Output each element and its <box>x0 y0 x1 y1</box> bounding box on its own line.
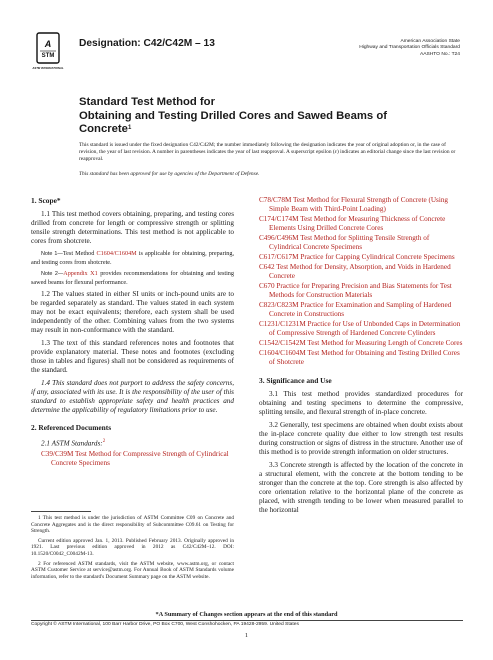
standard-note: This standard is issued under the fixed designation C42/C42M; the number immediately following the designation indicates the year of original adoption or, in the case of revision, the year of last revision. A number in parentheses indicates the year of last reapproval. A superscript epsilon (ε) indicates an editorial change since the last revision or reapproval. <box>79 142 456 162</box>
footer-rule <box>31 620 463 621</box>
para-1-1: 1.1 This test method covers obtaining, preparing, and testing cores drilled from concrete for length or compressive strength or splitting tensile strength determinations. This test method is not applicable to cores from shotcrete. <box>31 210 234 245</box>
title-line-3: Concrete <box>79 123 128 136</box>
para-3-1: 3.1 This test method provides standardized procedures for obtaining and testing specimens to determine the compressive, splitting tensile, and flexural strength of in-place concrete. <box>259 390 463 416</box>
para-1-2: 1.2 The values stated in either SI units or inch-pound units are to be regarded separately as standard. The values stated in each system may not be exact equivalents; therefore, each system shall be used independently of the other. Combining values from the two systems may result in non-conformance with the standard. <box>31 290 234 335</box>
reference-code[interactable]: C1231/C1231M <box>259 320 306 328</box>
reference-title[interactable]: Test Method for Obtaining and Testing Drilled Cores of Shotcrete <box>269 349 460 366</box>
left-column <box>31 196 234 469</box>
reference-item[interactable] <box>259 282 463 300</box>
note-2 <box>31 270 234 286</box>
note-1-post: is applicable for obtaining, preparing, and testing cores from shotcrete. <box>31 250 234 266</box>
reference-title[interactable]: Test Method for Measuring Thickness of Concrete Elements Using Drilled Concrete Cores <box>269 215 446 232</box>
note-1-pre: Test Method <box>62 250 97 257</box>
refs-heading: 2. Referenced Documents <box>31 423 112 433</box>
svg-text:STM: STM <box>41 53 55 59</box>
para-1-3: 1.3 The text of this standard references notes and footnotes that provide explanatory material. These notes and footnotes (excluding those in tables and figures) shall not be considered as requirements of the standard. <box>31 339 234 375</box>
reference-title[interactable]: Test Method for Splitting Tensile Strength of Cylindrical Concrete Specimens <box>269 234 430 251</box>
reference-code[interactable]: C617/C617M <box>259 253 299 261</box>
ref-c39-text[interactable]: Test Method for Compressive Strength of Cylindrical Concrete Specimens <box>51 449 229 467</box>
title-line-2: Obtaining and Testing Drilled Cores and Sawed Beams of <box>79 109 387 122</box>
note-1-link[interactable]: C1604/C1604M <box>96 250 137 257</box>
document-title <box>79 96 419 137</box>
reference-title[interactable]: Practice for Capping Cylindrical Concrete Specimens <box>298 253 455 261</box>
astm-logo <box>34 30 62 74</box>
copyright: Copyright © ASTM International, 100 Barr Harbor Drive, PO Box C700, West Conshohocken, PA 19428-2959. United States <box>31 622 299 627</box>
para-1-4: 1.4 This standard does not purport to address the safety concerns, if any, associated with its use. It is the responsibility of the user of this standard to establish appropriate safety and health practices and determine the applicability of regulatory limitations prior to use. <box>31 379 234 415</box>
note-1 <box>31 250 234 266</box>
reference-item[interactable] <box>259 215 463 233</box>
reference-code[interactable]: C1604/C1604M <box>259 349 306 357</box>
reference-item[interactable] <box>259 234 463 252</box>
title-footnote-mark[interactable]: 1 <box>127 125 132 132</box>
reference-item[interactable] <box>259 263 463 281</box>
designation: Designation: C42/C42M – 13 <box>79 38 215 49</box>
reference-title[interactable]: Test Method for Measuring Length of Concrete Cores <box>305 339 463 347</box>
reference-code[interactable]: C78/C78M <box>259 196 292 204</box>
org-line-3: AASHTO No.: T24 <box>419 51 460 57</box>
summary-of-changes-note: *A Summary of Changes section appears at the end of this standard <box>155 611 338 618</box>
reference-title[interactable]: Practice for Examination and Sampling of Hardened Concrete in Constructions <box>269 301 452 318</box>
reference-list <box>259 196 463 367</box>
note-2-link[interactable]: Appendix X1 <box>63 270 98 278</box>
reference-item[interactable] <box>259 301 463 319</box>
reference-title[interactable]: Test Method for Density, Absorption, and Voids in Hardened Concrete <box>269 263 451 280</box>
reference-code[interactable]: C670 <box>259 282 275 290</box>
reference-item[interactable] <box>259 253 463 262</box>
org-block <box>359 39 460 58</box>
reference-code[interactable]: C496/C496M <box>259 234 299 242</box>
footnote-1: 1 This test method is under the jurisdiction of ASTM Committee C09 on Concrete and Concrete Aggregates and is the direct responsibility of Subcommittee C09.61 on Testing for Strength. <box>31 515 234 535</box>
dod-note: This standard has been approved for use by agencies of the Department of Defense. <box>79 171 260 177</box>
page-number: 1 <box>244 632 249 639</box>
para-3-2: 3.2 Generally, test specimens are obtained when doubt exists about the in-place concrete quality due either to low strength test results during construction or signs of distress in the structure. Another use of this method is to provide strength information on older structures. <box>259 421 463 456</box>
org-line-2: Highway and Transportation Officials Standard <box>359 45 460 51</box>
footnote-1b: Current edition approved Jan. 1, 2013. Published February 2013. Originally approved in 1921. Last previous edition approved in 2012 as C42/C42M–12. DOI: 10.1520/C0042_C0042M-13. <box>31 537 234 557</box>
ref-c39-code[interactable]: C39/C39M <box>41 449 74 458</box>
footnotes <box>31 515 234 583</box>
scope-heading: 1. Scope* <box>31 196 61 205</box>
reference-title[interactable]: Practice for Use of Unbonded Caps in Determination of Compressive Strength of Hardened Concrete Cylinders <box>269 320 461 337</box>
reference-code[interactable]: C823/C823M <box>259 301 299 309</box>
reference-code[interactable]: C642 <box>259 263 275 271</box>
reference-item[interactable] <box>259 339 463 348</box>
reference-item[interactable] <box>259 196 463 214</box>
footnote-2: 2 For referenced ASTM standards, visit the ASTM website, www.astm.org, or contact ASTM Customer Service at service@astm.org. For Annual Book of ASTM Standards volume information, refer to the standard's Document Summary page on the ASTM website. <box>31 560 234 580</box>
para-2-1 <box>31 437 234 448</box>
org-line-1: American Association State <box>400 39 460 44</box>
ref-c39[interactable] <box>31 450 234 468</box>
footnote-rule <box>31 511 91 512</box>
para-2-1-text: 2.1 ASTM Standards: <box>41 439 103 448</box>
significance-heading: 3. Significance and Use <box>259 376 332 385</box>
reference-code[interactable]: C174/C174M <box>259 215 299 223</box>
logo-caption: ASTM INTERNATIONAL <box>32 66 64 70</box>
para-3-3: 3.3 Concrete strength is affected by the location of the concrete in a structural element, with the concrete at the bottom tending to be stronger than the concrete at the top. Core strength is also affected by core orientation relative to the horizontal plane of the concrete as placed, with strength tending to be lower when measured parallel to the horizontal <box>259 461 463 514</box>
reference-title[interactable]: Test Method for Flexural Strength of Concrete (Using Simple Beam with Third-Point Loading) <box>269 196 449 213</box>
footnote-2-mark[interactable]: 2 <box>102 439 106 445</box>
note-2-post: provides recommendations for obtaining and testing sawed beams for flexural performance. <box>31 270 234 286</box>
reference-title[interactable]: Practice for Preparing Precision and Bias Statements for Test Methods for Construction Materials <box>269 282 452 299</box>
reference-item[interactable] <box>259 349 463 367</box>
reference-code[interactable]: C1542/C1542M <box>259 339 306 347</box>
reference-item[interactable] <box>259 320 463 338</box>
svg-text:A: A <box>44 39 52 49</box>
note-2-label: Note 2— <box>41 271 64 278</box>
right-column <box>259 196 463 519</box>
title-line-1: Standard Test Method for <box>79 96 215 108</box>
note-1-label: Note 1— <box>41 251 63 257</box>
